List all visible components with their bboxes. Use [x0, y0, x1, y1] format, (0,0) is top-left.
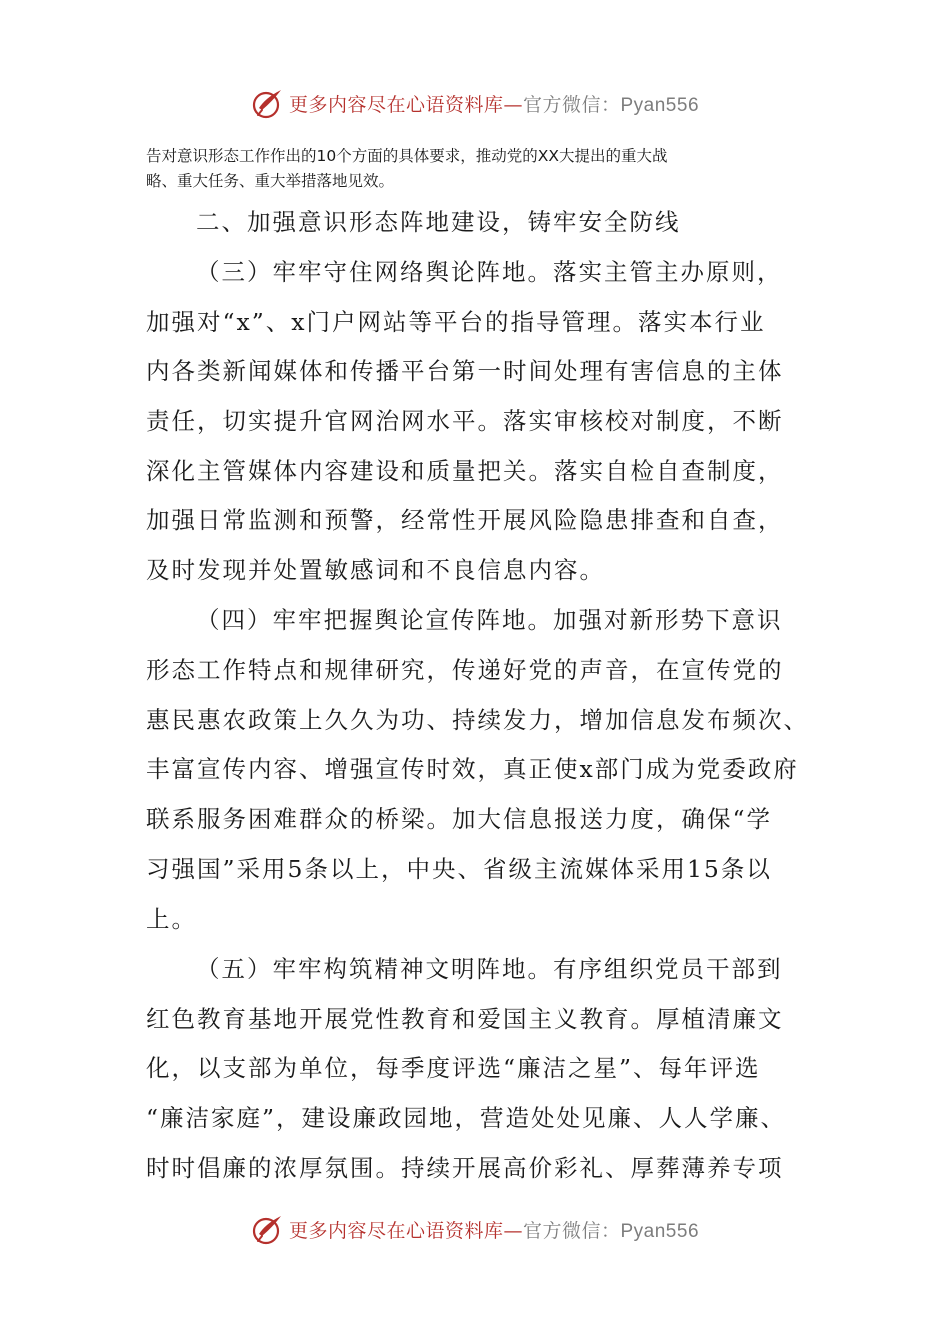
paragraph-line: 形态工作特点和规律研究，传递好党的声音，在宣传党的: [146, 656, 784, 684]
paragraph-line: 丰富宣传内容、增强宣传时效，真正使x部门成为党委政府: [146, 755, 799, 783]
header-watermark: [0, 83, 950, 123]
paragraph-line: 内各类新闻媒体和传播平台第一时间处理有害信息的主体: [146, 357, 784, 385]
watermark-dash: —: [503, 1219, 523, 1242]
watermark-label: 官方微信：: [522, 93, 621, 116]
paragraph-line: 及时发现并处置敏感词和不良信息内容。: [146, 556, 605, 584]
watermark-label: 官方微信：: [522, 1219, 621, 1242]
paragraph-line: 红色教育基地开展党性教育和爱国主义教育。厚植清廉文: [146, 1005, 784, 1033]
paragraph-line: 加强对“x”、x门户网站等平台的指导管理。落实本行业: [146, 308, 766, 336]
quill-logo-icon: [251, 1212, 285, 1246]
intro-text: [146, 144, 806, 194]
paragraph-line: （三）牢牢守住网络舆论阵地。落实主管主办原则，: [196, 258, 783, 286]
watermark-account: Pyan556: [620, 1220, 700, 1242]
paragraph-line: 惠民惠农政策上久久为功、持续发力，增加信息发布频次、: [146, 706, 809, 734]
intro-line: 略、重大任务、重大举措落地见效。: [146, 172, 395, 190]
paragraph-line: 时时倡廉的浓厚氛围。持续开展高价彩礼、厚葬薄养专项: [146, 1154, 784, 1182]
watermark-brand: 更多内容尽在心语资料库: [288, 93, 504, 116]
quill-logo-icon: [251, 86, 285, 120]
paragraph-line: 责任，切实提升官网治网水平。落实审核校对制度，不断: [146, 407, 784, 435]
paragraph-line: 联系服务困难群众的桥梁。加大信息报送力度，确保“学: [146, 805, 773, 833]
paragraph-line: （四）牢牢把握舆论宣传阵地。加强对新形势下意识: [196, 606, 783, 634]
paragraph-line: 化，以支部为单位，每季度评选“廉洁之星”、每年评选: [146, 1054, 761, 1082]
intro-line: 告对意识形态工作作出的10个方面的具体要求，推动党的XX大提出的重大战: [146, 147, 668, 165]
paragraph-line: 加强日常监测和预警，经常性开展风险隐患排查和自查，: [146, 506, 784, 534]
paragraph-line: 习强国”采用5条以上，中央、省级主流媒体采用15条以: [146, 855, 772, 883]
footer-watermark: [0, 1209, 950, 1249]
section-heading: 二、加强意识形态阵地建设，铸牢安全防线: [196, 208, 681, 236]
paragraph-line: （五）牢牢构筑精神文明阵地。有序组织党员干部到: [196, 955, 783, 983]
watermark-brand: 更多内容尽在心语资料库: [288, 1219, 504, 1242]
watermark-account: Pyan556: [620, 94, 700, 116]
paragraph-line: 深化主管媒体内容建设和质量把关。落实自检自查制度，: [146, 457, 784, 485]
paragraph-line: 上。: [146, 905, 197, 933]
watermark-dash: —: [503, 93, 523, 116]
paragraph-line: “廉洁家庭”，建设廉政园地，营造处处见廉、人人学廉、: [146, 1104, 787, 1132]
